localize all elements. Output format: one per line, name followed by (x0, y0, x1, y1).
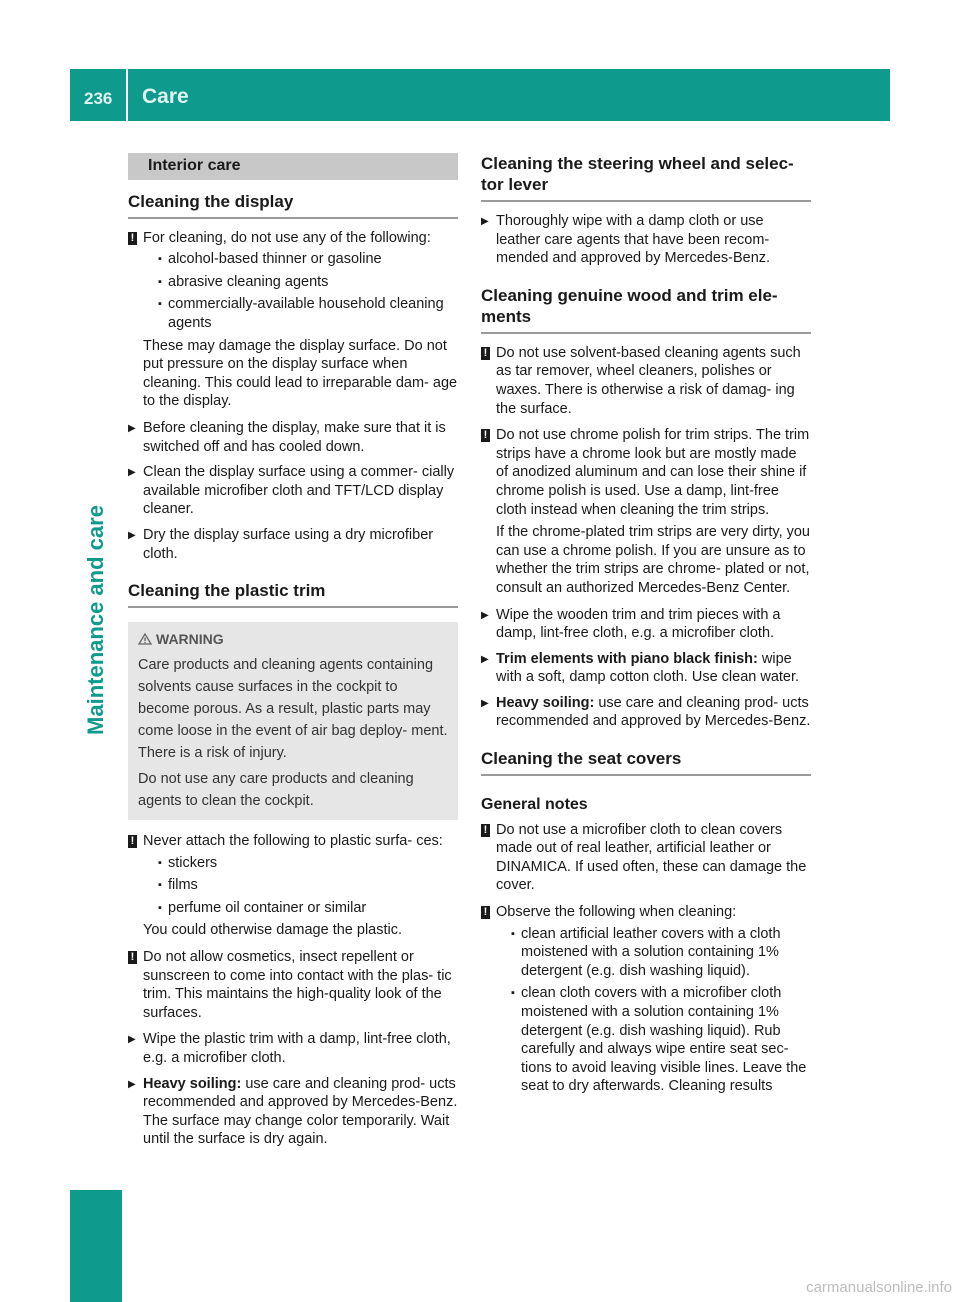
header-divider (126, 69, 128, 121)
page-number: 236 (84, 89, 113, 108)
instruction-step: ▶ Heavy soiling: use care and cleaning prod- ucts recommended and approved by Mercedes-Benz. The surface may change color temporarily. Wait until the surface is dry again. (128, 1075, 458, 1148)
note-text: Do not allow cosmetics, insect repellent or sunscreen to come into contact with the plas- tic trim. This maintains the high-quality look of the surfaces. (143, 949, 452, 1021)
arrow-icon: ▶ (481, 697, 489, 709)
warning-text: Do not use any care products and cleaning agents to clean the cockpit. (138, 771, 414, 810)
warning-box (128, 622, 458, 820)
bullet-list (143, 250, 458, 332)
note-text: For cleaning, do not use any of the following: (143, 229, 431, 246)
list-item: ▪ perfume oil container or similar (158, 899, 458, 918)
note-text: Do not use chrome polish for trim strips. The trim strips have a chrome look but are mostly made of anodized aluminum and can lose their shine if chrome polish is used. Use a damp, lint-free cloth instead when cleaning the trim strips. (496, 427, 810, 518)
exclamation-icon: ! (128, 951, 137, 964)
instruction-step: ▶ Wipe the wooden trim and trim pieces with a damp, lint-free cloth, e.g. a microfiber cloth. (481, 606, 781, 642)
exclamation-icon: ! (481, 906, 490, 919)
exclamation-icon: ! (481, 824, 490, 837)
instruction-step: ▶ Clean the display surface using a commer- cially available microfiber cloth and TFT/LCD display cleaner. (128, 464, 455, 518)
warning-triangle-icon (138, 633, 152, 645)
bullet-list (496, 925, 811, 1096)
arrow-icon: ▶ (481, 216, 489, 227)
heading-cleaning-wood-trim: Cleaning genuine wood and trim ele- ments (481, 285, 811, 334)
instruction-step: ▶ Dry the display surface using a dry microfiber cloth. (128, 526, 434, 562)
section-heading-box: Interior care (128, 153, 458, 180)
instruction-step: ▶ Trim elements with piano black finish: wipe with a soft, damp cotton cloth. Use clean water. (481, 650, 800, 686)
caution-note (481, 821, 811, 895)
heading-cleaning-steering-wheel: Cleaning the steering wheel and selec- tor lever (481, 153, 811, 202)
list-item: ▪ films (158, 876, 458, 895)
list-item: ▪ stickers (158, 854, 458, 873)
exclamation-icon: ! (128, 835, 137, 848)
note-text: Do not use a microfiber cloth to clean covers made out of real leather, artificial leather or DINAMICA. If used often, these can damage the cover. (496, 821, 807, 894)
list-item: ▪ commercially-available household cleaning agents (158, 295, 458, 332)
chapter-side-title: Maintenance and care (83, 505, 108, 735)
warning-text: Care products and cleaning agents containing solvents cause surfaces in the cockpit to become porous. As a result, plastic parts may come loose in the event of air bag deploy- ment. There is a risk of injury. (138, 657, 448, 762)
note-text: If the chrome-plated trim strips are very dirty, you can use a chrome polish. If you are unsure as to whether the trim strips are chrome- plated or not, consult an authorized Mercedes-Benz Center. (496, 524, 811, 596)
caution-note (481, 344, 811, 418)
page-title: Care (142, 85, 189, 108)
note-text: Never attach the following to plastic surfa- ces: (143, 833, 443, 850)
list-item: ▪ alcohol-based thinner or gasoline (158, 250, 458, 269)
left-column (128, 153, 458, 1156)
list-item: ▪ abrasive cleaning agents (158, 273, 458, 292)
caution-note (481, 903, 811, 1096)
instruction-step: ▶ Before cleaning the display, make sure that it is switched off and has cooled down. (128, 419, 446, 455)
arrow-icon: ▶ (128, 1034, 136, 1046)
caution-note (481, 426, 811, 597)
warning-title: WARNING (138, 628, 450, 650)
exclamation-icon: ! (128, 232, 137, 245)
heading-cleaning-seat-covers: Cleaning the seat covers (481, 748, 811, 776)
instruction-step: ▶ Thoroughly wipe with a damp cloth or use leather care agents that have been recom- mended and approved by Mercedes-Benz. (481, 213, 771, 267)
arrow-icon: ▶ (128, 422, 136, 434)
instruction-step: ▶ Wipe the plastic trim with a damp, lint-free cloth, e.g. a microfiber cloth. (128, 1031, 451, 1067)
arrow-icon: ▶ (128, 467, 136, 479)
note-text: Do not use solvent-based cleaning agents such as tar remover, wheel cleaners, polishes or waxes. There is otherwise a risk of damag- ing the surface. (496, 344, 801, 417)
caution-note (128, 948, 458, 1022)
note-text: You could otherwise damage the plastic. (143, 922, 403, 939)
chapter-tab (70, 1190, 122, 1302)
note-text: Observe the following when cleaning: (496, 904, 737, 921)
arrow-icon: ▶ (128, 1078, 136, 1090)
list-item: ▪ clean cloth covers with a microfiber cloth moistened with a solution containing 1% detergent (e.g. dish washing liquid). Rub carefully and always wipe entire seat sec- tions to avoid leaving visible lines. Leave the seat to dry afterwards. Cleaning results (511, 984, 811, 1096)
heading-cleaning-display: Cleaning the display (128, 191, 458, 219)
page-header (70, 69, 890, 121)
caution-note (128, 229, 458, 411)
bullet-list (143, 854, 458, 918)
exclamation-icon: ! (481, 347, 490, 360)
list-item: ▪ clean artificial leather covers with a cloth moistened with a solution containing 1% detergent (e.g. dish washing liquid). (511, 925, 811, 981)
instruction-step: ▶ Heavy soiling: use care and cleaning prod- ucts recommended and approved by Mercedes-Benz. (481, 694, 811, 730)
watermark-link[interactable]: carmanualsonline.info (806, 1279, 952, 1296)
caution-note (128, 832, 458, 940)
arrow-icon: ▶ (481, 653, 489, 665)
arrow-icon: ▶ (128, 529, 136, 541)
heading-cleaning-plastic-trim: Cleaning the plastic trim (128, 580, 458, 608)
note-text: These may damage the display surface. Do not put pressure on the display surface when cleaning. This could lead to irreparable dam- age to the display. (143, 337, 458, 410)
subheading-general-notes: General notes (481, 796, 588, 814)
right-column (481, 153, 811, 1104)
arrow-icon: ▶ (481, 609, 489, 621)
exclamation-icon: ! (481, 429, 490, 442)
